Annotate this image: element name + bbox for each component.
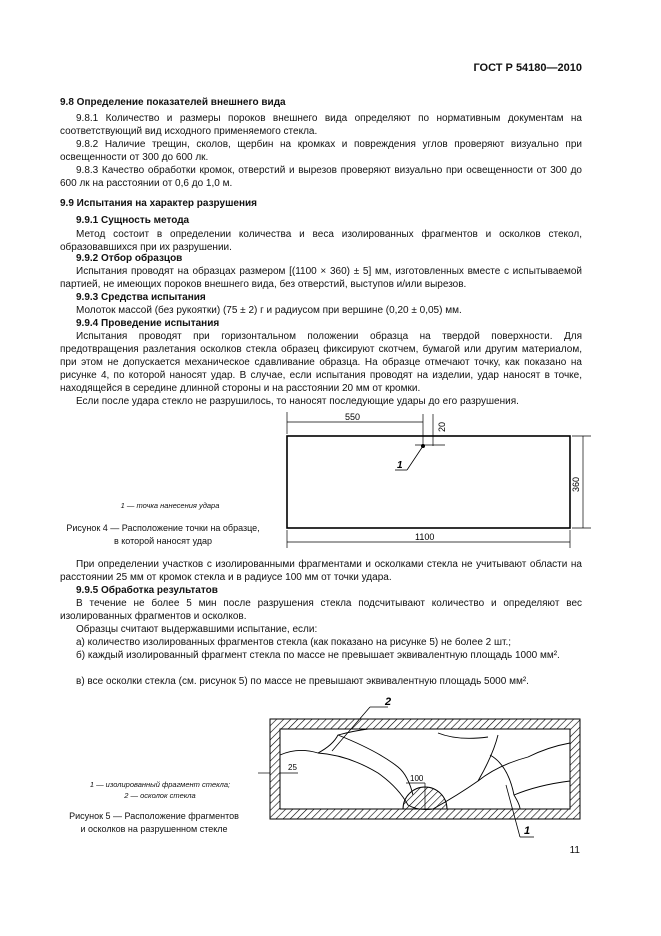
dim-20-label: 20: [437, 421, 447, 432]
para-9-9-5-b: Образцы считают выдержавшими испытание, если:: [76, 624, 318, 635]
section-9-8-title: 9.8 Определение показателей внешнего вида: [60, 97, 286, 108]
figure-5-legend-line2: 2 — осколок стекла: [124, 791, 196, 800]
dim-25-label: 25: [288, 763, 297, 772]
figure-5-diagram: [258, 695, 588, 845]
para-9-9-1: Метод состоит в определении количества и веса изолированных фрагментов и осколков стекол, образовавшихся при их разрушении.: [60, 229, 582, 253]
para-after-fig4: При определении участков с изолированными фрагментами и осколками стекла не учитывают области на расстоянии 25 мм от кромок стекла и в радиусе 100 мм от точки удара.: [60, 559, 582, 583]
section-9-9-title: 9.9 Испытания на характер разрушения: [60, 198, 258, 209]
para-9-9-4-b: Если после удара стекло не разрушилось, то наносят последующие удары до его разрушения.: [76, 396, 519, 407]
para-9-9-5-e: в) все осколки стекла (см. рисунок 5) по массе не превышают эквивалентную площадь 5000 мм².: [76, 676, 529, 687]
dim-1100-label: 1100: [415, 532, 435, 542]
section-9-9-3-title: 9.9.3 Средства испытания: [76, 292, 206, 303]
section-9-9-4-title: 9.9.4 Проведение испытания: [76, 318, 220, 329]
para-9-9-5-d: б) каждый изолированный фрагмент стекла по массе не превышает эквивалентную площадь 1000 мм².: [76, 650, 560, 661]
dim-100-label: 100: [410, 774, 424, 783]
section-9-9-1-title: 9.9.1 Сущность метода: [76, 215, 190, 226]
figure-4-caption-line2: в которой наносят удар: [113, 536, 213, 546]
label-2: 2: [385, 696, 392, 708]
para-9-9-5-a: В течение не более 5 мин после разрушения стекла подсчитывают количество и определяют вес изолированных фрагментов и осколков.: [60, 598, 582, 622]
label-1: 1: [524, 825, 531, 837]
page-number: 11: [569, 845, 580, 856]
para-9-8-1: 9.8.1 Количество и размеры пороков внешнего вида определяют по нормативным документам на соответствующий вид исходного применяемого стекла.: [60, 113, 582, 137]
para-9-8-3: 9.8.3 Качество обработки кромок, отверстий и вырезов проверяют визуально при освещенности от 300 до 600 лк на расстоянии от 0,6 до 1,0 м.: [60, 165, 582, 189]
label-1: 1: [397, 460, 403, 471]
para-9-9-5-c: а) количество изолированных фрагментов стекла (как показано на рисунке 5) не более 2 шт.;: [76, 637, 512, 648]
leader-line: [407, 446, 423, 470]
figure-5-caption-line2: и осколков на разрушенном стекле: [80, 824, 228, 834]
dim-550-label: 550: [345, 412, 361, 422]
figure-5-legend-line1: 1 — изолированный фрагмент стекла;: [89, 780, 231, 789]
para-9-8-2: 9.8.2 Наличие трещин, сколов, щербин на кромках и повреждения углов проверяют визуально при освещенности от 300 до 600 лк.: [60, 139, 582, 163]
para-9-9-4-a: Испытания проводят при горизонтальном положении образца на твердой поверхности. Для предотвращения разлетания осколков стекла образец фиксируют скотчем, бумагой или другим материалом, при этом не допускается механическое сдавливание образца. На образце отмечают точку, как показано на рисунке 4, по которой наносят удар. В случае, если испытания проводят на изделии, удар наносят в точке, находящейся в середине длинной стороны и на расстоянии 20 мм от кромки.: [60, 331, 582, 394]
figure-4-diagram: [275, 410, 595, 550]
figure-5-caption-line1: Рисунок 5 — Расположение фрагментов: [69, 811, 239, 821]
section-9-9-5-title: 9.9.5 Обработка результатов: [76, 585, 218, 596]
para-9-9-3: Молоток массой (без рукоятки) (75 ± 2) г и радиусом при вершине (0,20 ± 0,05) мм.: [76, 305, 462, 316]
specimen-outline: [287, 436, 570, 528]
figure-4-caption-line1: Рисунок 4 — Расположение точки на образце,: [66, 523, 260, 533]
figure-4-legend: 1 — точка нанесения удара: [120, 501, 220, 510]
para-9-9-2: Испытания проводят на образцах размером [(1100 × 360) ± 5] мм, изготовленных вместе с испытываемой партией, не имеющих пороков внешнего вида, без отверстий, выступов и/или вырезов.: [60, 266, 582, 290]
standard-header: ГОСТ Р 54180—2010: [473, 62, 582, 74]
section-9-9-2-title: 9.9.2 Отбор образцов: [76, 253, 183, 264]
dim-360-label: 360: [571, 476, 581, 492]
